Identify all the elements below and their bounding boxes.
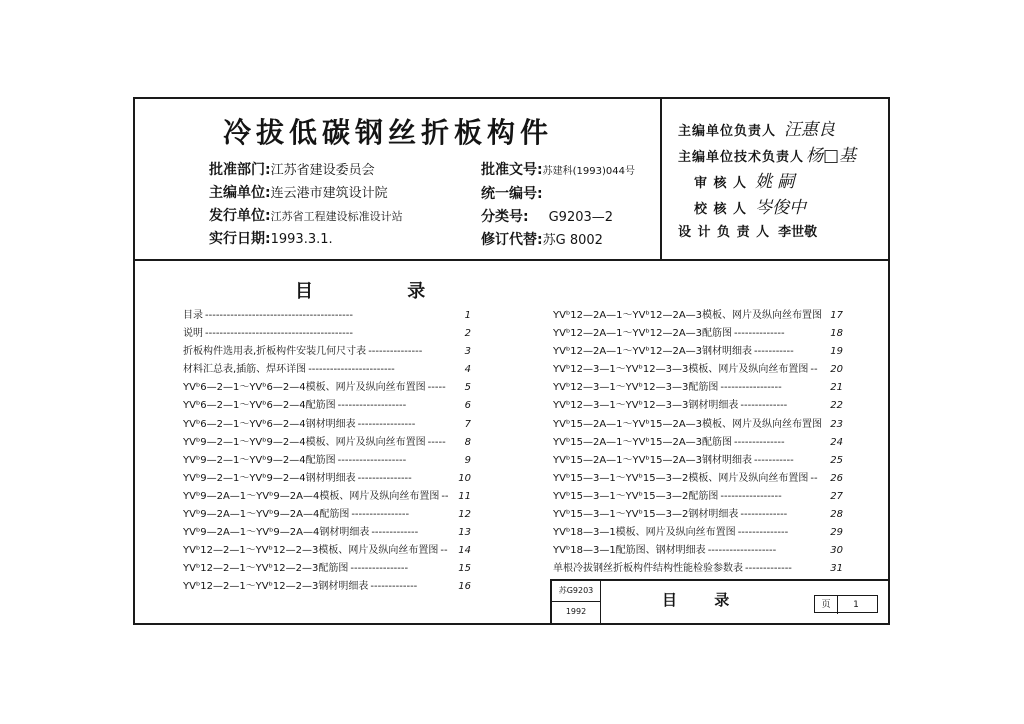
toc-entry bbox=[553, 506, 843, 524]
toc-entry-page: 4 bbox=[464, 364, 471, 376]
toc-entry-text: YVᵇ12—2A—1～YVᵇ12—2A—3配筋图 bbox=[553, 328, 733, 340]
signature-row bbox=[694, 167, 794, 192]
toc-entry-text: YVᵇ12—2—1～YVᵇ12—2—3配筋图 bbox=[183, 563, 349, 575]
signature-role: 设 计 负 责 人 bbox=[678, 225, 771, 240]
class-no-label: 分类号: bbox=[481, 209, 529, 225]
replaces-label: 修订代替: bbox=[481, 232, 543, 248]
footer-page-value: 1 bbox=[853, 600, 859, 610]
footer-block bbox=[550, 579, 888, 623]
toc-entry-page: 26 bbox=[830, 472, 843, 484]
approval-dept-value: 江苏省建设委员会 bbox=[270, 163, 375, 178]
approval-no-label: 批准文号: bbox=[481, 162, 543, 178]
toc-entry bbox=[183, 524, 471, 542]
signature-role: 审 核 人 bbox=[694, 176, 748, 191]
toc-leader: -------------- bbox=[737, 527, 789, 539]
toc-entry-page: 2 bbox=[464, 328, 471, 340]
toc-entry bbox=[183, 506, 471, 524]
toc-leader: ---------------- bbox=[351, 509, 410, 521]
signature-row bbox=[678, 221, 817, 240]
toc-entry-page: 22 bbox=[830, 400, 843, 412]
drawing-sheet bbox=[133, 97, 890, 625]
toc-leader: ------------- bbox=[740, 509, 788, 521]
toc-leader: ----- bbox=[427, 436, 446, 448]
toc-entry-page: 16 bbox=[458, 581, 471, 593]
toc-leader: ------------------- bbox=[337, 400, 407, 412]
toc-entry-text: YVᵇ15—3—1～YVᵇ15—3—2模板、网片及纵向丝布置图 bbox=[553, 472, 809, 484]
toc-entry-text: YVᵇ9—2A—1～YVᵇ9—2A—4钢材明细表 bbox=[183, 527, 370, 539]
toc-entry-page: 27 bbox=[830, 490, 843, 502]
toc-entry-text: YVᵇ9—2—1～YVᵇ9—2—4钢材明细表 bbox=[183, 472, 356, 484]
toc-entry-page: 19 bbox=[830, 346, 843, 358]
toc-entry bbox=[553, 416, 843, 434]
toc-left-column bbox=[183, 307, 471, 597]
toc-entry bbox=[553, 560, 843, 578]
toc-entry-text: 说明 bbox=[183, 328, 203, 340]
signature-name: 杨□基 bbox=[806, 146, 857, 166]
toc-entry-text: YVᵇ15—2A—1～YVᵇ15—2A—3钢材明细表 bbox=[553, 454, 753, 466]
toc-entry bbox=[183, 578, 471, 596]
toc-entry-page: 18 bbox=[830, 328, 843, 340]
toc-entry-text: YVᵇ12—2—1～YVᵇ12—2—3模板、网片及纵向丝布置图 bbox=[183, 545, 439, 557]
toc-entry bbox=[183, 488, 471, 506]
toc-leader: ------------------- bbox=[707, 545, 777, 557]
class-no-value: G9203—2 bbox=[548, 210, 614, 225]
toc-leader: ----- bbox=[427, 382, 446, 394]
toc-leader: ------------- bbox=[371, 527, 419, 539]
toc-entry bbox=[553, 452, 843, 470]
approval-no-value: 苏建科(1993)044号 bbox=[542, 166, 635, 177]
toc-entry bbox=[553, 361, 843, 379]
document-title: 冷拔低碳钢丝折板构件 bbox=[223, 116, 554, 149]
toc-entry-text: YVᵇ12—2A—1～YVᵇ12—2A—3模板、网片及纵向丝布置图 bbox=[553, 310, 823, 321]
toc-entry-page: 8 bbox=[464, 436, 471, 448]
toc-right-column bbox=[553, 307, 843, 578]
toc-entry bbox=[183, 361, 471, 379]
toc-entry bbox=[183, 470, 471, 488]
toc-leader: --------------- bbox=[357, 472, 412, 484]
toc-entry-text: YVᵇ6—2—1～YVᵇ6—2—4模板、网片及纵向丝布置图 bbox=[183, 382, 426, 394]
toc-leader: ---------------- bbox=[350, 563, 409, 575]
toc-entry bbox=[183, 343, 471, 361]
toc-entry-text: 单根冷拔钢丝折板构件结构性能检验参数表 bbox=[553, 563, 743, 575]
toc-entry-text: YVᵇ9—2A—1～YVᵇ9—2A—4配筋图 bbox=[183, 509, 350, 521]
toc-entry-page: 29 bbox=[830, 527, 843, 539]
footer-code-top: 苏G9203 bbox=[552, 581, 600, 602]
toc-entry bbox=[183, 560, 471, 578]
signature-row bbox=[678, 141, 856, 166]
footer-code bbox=[552, 581, 601, 623]
title-block-left bbox=[135, 99, 662, 259]
toc-leader: ------------------------ bbox=[308, 364, 395, 376]
toc-leader: ------------- bbox=[370, 581, 418, 593]
toc-entry-page: 3 bbox=[464, 346, 471, 358]
toc-entry-text: YVᵇ15—2A—1～YVᵇ15—2A—3配筋图 bbox=[553, 436, 733, 448]
toc-entry-page: 1 bbox=[464, 310, 471, 321]
toc-leader: ----------------- bbox=[720, 382, 782, 394]
editor-unit-label: 主编单位: bbox=[209, 185, 271, 201]
footer-title: 目 录 bbox=[662, 591, 746, 609]
toc-entry-text: YVᵇ18—3—1模板、网片及纵向丝布置图 bbox=[553, 527, 736, 539]
toc-entry bbox=[183, 416, 471, 434]
toc-leader: -- bbox=[810, 364, 818, 376]
title-block bbox=[135, 99, 888, 261]
toc-entry-page: 12 bbox=[458, 509, 471, 521]
toc-entry-text: YVᵇ9—2—1～YVᵇ9—2—4配筋图 bbox=[183, 454, 336, 466]
toc-entry-page: 30 bbox=[830, 545, 843, 557]
editor-unit-value: 连云港市建筑设计院 bbox=[270, 186, 388, 201]
toc-entry-page: 7 bbox=[464, 418, 471, 430]
toc-entry bbox=[183, 397, 471, 415]
toc-entry-page: 13 bbox=[458, 527, 471, 539]
toc-entry-page: 15 bbox=[458, 563, 471, 575]
toc-entry-text: 目录 bbox=[183, 310, 203, 321]
toc-entry-text: YVᵇ9—2A—1～YVᵇ9—2A—4模板、网片及纵向丝布置图 bbox=[183, 490, 440, 502]
toc-entry-page: 31 bbox=[830, 563, 843, 575]
toc-leader: ------------------- bbox=[337, 454, 407, 466]
toc-entry-text: YVᵇ6—2—1～YVᵇ6—2—4配筋图 bbox=[183, 400, 336, 412]
toc-entry-text: YVᵇ6—2—1～YVᵇ6—2—4钢材明细表 bbox=[183, 418, 356, 430]
toc-entry-page: 14 bbox=[458, 545, 471, 557]
signature-name: 李世敬 bbox=[778, 225, 818, 240]
approval-dept-label: 批准部门: bbox=[209, 162, 271, 178]
footer-page-box bbox=[814, 595, 878, 613]
toc-entry bbox=[553, 524, 843, 542]
footer-code-bottom: 1992 bbox=[565, 607, 587, 616]
toc-entry bbox=[553, 343, 843, 361]
effective-date-value: 1993.3.1. bbox=[270, 232, 333, 247]
signature-name: 姚 嗣 bbox=[755, 172, 795, 192]
signature-row bbox=[694, 193, 806, 218]
replaces-value: 苏G 8002 bbox=[542, 233, 603, 248]
signature-name: 岑俊中 bbox=[755, 198, 807, 218]
toc-entry-text: YVᵇ12—3—1～YVᵇ12—3—3配筋图 bbox=[553, 382, 719, 394]
unified-no-label: 统一编号: bbox=[481, 186, 543, 202]
toc-entry bbox=[553, 397, 843, 415]
toc-leader: -- bbox=[440, 545, 448, 557]
toc-entry-text: YVᵇ12—2—1～YVᵇ12—2—3钢材明细表 bbox=[183, 581, 369, 593]
toc-entry bbox=[183, 307, 471, 325]
signature-row bbox=[678, 115, 835, 140]
toc-leader: -- bbox=[810, 472, 818, 484]
toc-leader: --------------- bbox=[368, 346, 423, 358]
toc-leader: ----------- bbox=[754, 346, 794, 358]
toc-entry-page: 9 bbox=[464, 454, 471, 466]
footer-page-label: 页 bbox=[815, 596, 838, 614]
toc-entry-text: YVᵇ15—2A—1～YVᵇ15—2A—3模板、网片及纵向丝布置图 bbox=[553, 418, 823, 430]
toc-title: 目 录 bbox=[295, 281, 470, 302]
toc-leader: ----------- bbox=[754, 454, 794, 466]
toc-entry bbox=[183, 325, 471, 343]
toc-entry bbox=[553, 434, 843, 452]
toc-entry-page: 28 bbox=[830, 509, 843, 521]
toc-leader: -- bbox=[441, 490, 449, 502]
toc-entry bbox=[553, 470, 843, 488]
toc-leader: ------------- bbox=[745, 563, 792, 575]
toc-entry-page: 10 bbox=[458, 472, 471, 484]
toc-leader: ----------------------------------------- bbox=[205, 310, 353, 321]
toc-entry-text: YVᵇ12—3—1～YVᵇ12—3—3模板、网片及纵向丝布置图 bbox=[553, 364, 809, 376]
publisher-value: 江苏省工程建设标准设计站 bbox=[270, 210, 403, 223]
toc-leader: -------------- bbox=[734, 436, 785, 448]
toc-entry-page: 6 bbox=[464, 400, 471, 412]
toc-entry bbox=[183, 542, 471, 560]
toc-entry-text: YVᵇ15—3—1～YVᵇ15—3—2钢材明细表 bbox=[553, 509, 739, 521]
toc-entry bbox=[553, 325, 843, 343]
signature-role: 主编单位负责人 bbox=[678, 124, 777, 139]
toc-entry-text: YVᵇ15—3—1～YVᵇ15—3—2配筋图 bbox=[553, 490, 719, 502]
toc-entry-page: 21 bbox=[830, 382, 843, 394]
info-left bbox=[209, 159, 403, 251]
toc-entry bbox=[183, 434, 471, 452]
toc-entry-page: 5 bbox=[464, 382, 471, 394]
toc-leader: ----------------------------------------- bbox=[205, 328, 353, 340]
toc-entry-page: 17 bbox=[830, 310, 843, 321]
toc-entry bbox=[183, 452, 471, 470]
signature-role: 主编单位技术负责人 bbox=[678, 150, 805, 165]
toc-entry bbox=[553, 379, 843, 397]
toc-entry bbox=[553, 542, 843, 560]
toc-entry-page: 23 bbox=[830, 418, 843, 430]
effective-date-label: 实行日期: bbox=[209, 231, 271, 247]
toc-entry-text: YVᵇ12—3—1～YVᵇ12—3—3钢材明细表 bbox=[553, 400, 739, 412]
toc-entry-text: 折板构件选用表,折板构件安装几何尺寸表 bbox=[183, 346, 367, 358]
toc-entry-text: YVᵇ12—2A—1～YVᵇ12—2A—3钢材明细表 bbox=[553, 346, 753, 358]
toc-entry bbox=[183, 379, 471, 397]
toc-leader: ------------- bbox=[740, 400, 788, 412]
toc-entry-text: 材料汇总表,插筋、焊环详图 bbox=[183, 364, 307, 376]
toc-entry-text: YVᵇ9—2—1～YVᵇ9—2—4模板、网片及纵向丝布置图 bbox=[183, 436, 426, 448]
toc-entry-page: 20 bbox=[830, 364, 843, 376]
signature-block bbox=[664, 99, 888, 259]
toc-leader: ---------------- bbox=[357, 418, 416, 430]
signature-role: 校 核 人 bbox=[694, 202, 748, 217]
signature-name: 汪惠良 bbox=[784, 120, 836, 140]
toc-entry bbox=[553, 307, 843, 325]
toc-entry-page: 24 bbox=[830, 436, 843, 448]
toc-entry-page: 11 bbox=[458, 490, 471, 502]
info-right bbox=[481, 159, 635, 252]
toc-leader: ----------------- bbox=[720, 490, 782, 502]
toc-entry-text: YVᵇ18—3—1配筋图、钢材明细表 bbox=[553, 545, 706, 557]
toc-entry-page: 25 bbox=[830, 454, 843, 466]
toc-leader: -------------- bbox=[734, 328, 785, 340]
publisher-label: 发行单位: bbox=[209, 208, 271, 224]
toc-entry bbox=[553, 488, 843, 506]
